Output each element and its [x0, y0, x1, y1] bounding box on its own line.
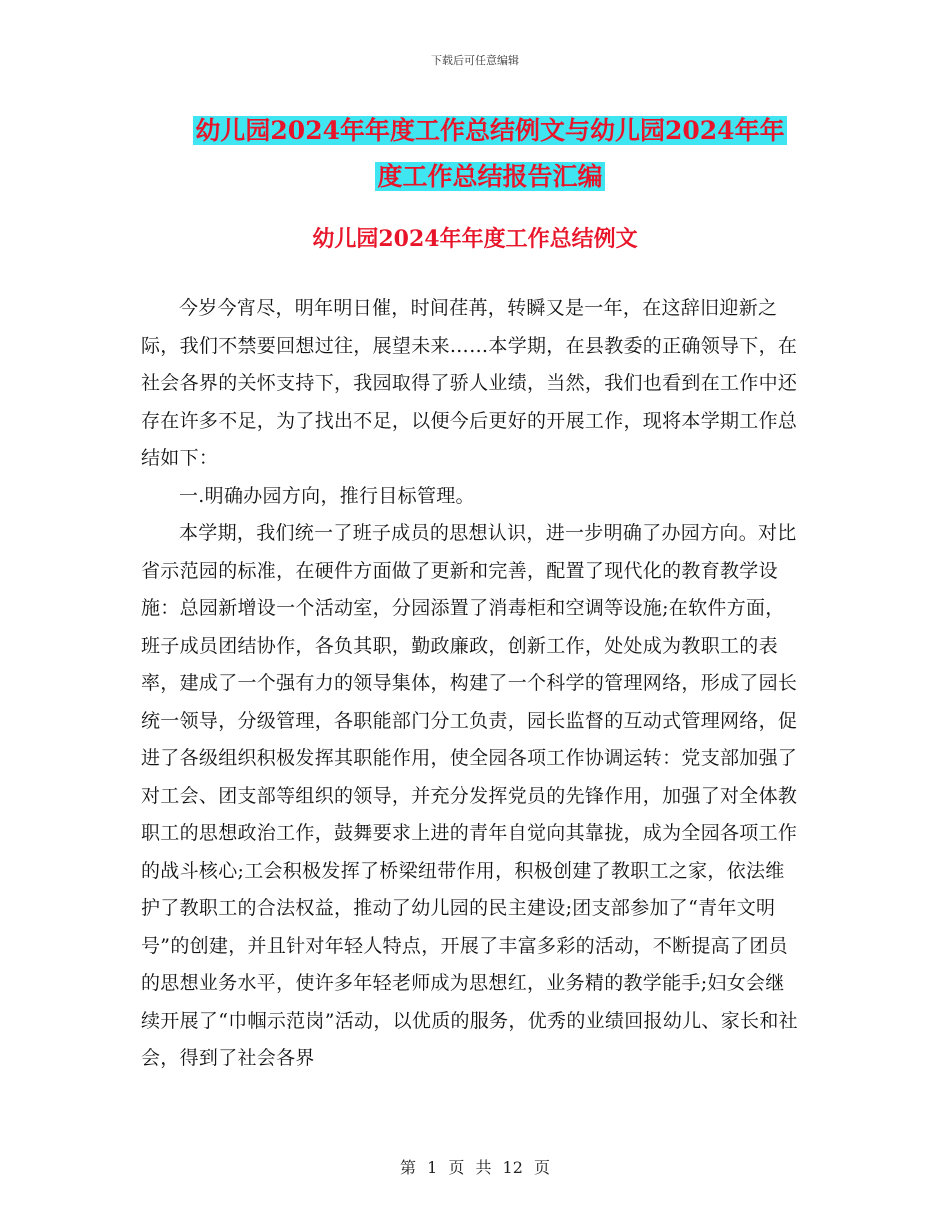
- section-title: 幼儿园2024年年度工作总结例文: [312, 226, 638, 252]
- document-title: [145, 108, 835, 200]
- title-line-2: 度工作总结报告汇编: [377, 162, 603, 191]
- page-footer: 第 1 页 共 12 页: [400, 1158, 550, 1177]
- title-line-1: 幼儿园2024年年度工作总结例文与幼儿园2024年年: [195, 116, 785, 145]
- paragraph-intro: 今岁今宵尽，明年明日催，时间荏苒，转瞬又是一年，在这辞旧迎新之际，我们不禁要回想过往，展望未来……本学期，在县教委的正确领导下，在社会各界的关怀支持下，我园取得了骄人业绩，当然，我们也看到在工作中还存在许多不足，为了找出不足，以便今后更好的开展工作，现将本学期工作总结如下：: [141, 297, 798, 469]
- paragraph-body-1: 本学期，我们统一了班子成员的思想认识，进一步明确了办园方向。对比省示范园的标准，在硬件方面做了更新和完善，配置了现代化的教育教学设施：总园新增设一个活动室，分园添置了消毒柜和空调等设施;在软件方面，班子成员团结协作，各负其职，勤政廉政，创新工作，处处成为教职工的表率，建成了一个强有力的领导集体，构建了一个科学的管理网络，形成了园长统一领导，分级管理，各职能部门分工负责，园长监督的互动式管理网络，促进了各级组织积极发挥其职能作用，使全园各项工作协调运转：党支部加强了对工会、团支部等组织的领导，并充分发挥党员的先锋作用，加强了对全体教职工的思想政治工作，鼓舞要求上进的青年自觉向其靠拢，成为全园各项工作的战斗核心;工会积极发挥了桥梁纽带作用，积极创建了教职工之家，依法维护了教职工的合法权益，推动了幼儿园的民主建设;团支部参加了“青年文明号”的创建，并且针对年轻人特点，开展了丰富多彩的活动，不断提高了团员的思想业务水平，使许多年轻老师成为思想红，业务精的教学能手;妇女会继续开展了“巾帼示范岗”活动，以优质的服务，优秀的业绩回报幼儿、家长和社会，得到了社会各界: [141, 522, 798, 1069]
- header-note: 下载后可任意编辑: [431, 54, 519, 67]
- paragraph-heading-1: 一.明确办园方向，推行目标管理。: [179, 484, 475, 507]
- document-body: [141, 290, 803, 1078]
